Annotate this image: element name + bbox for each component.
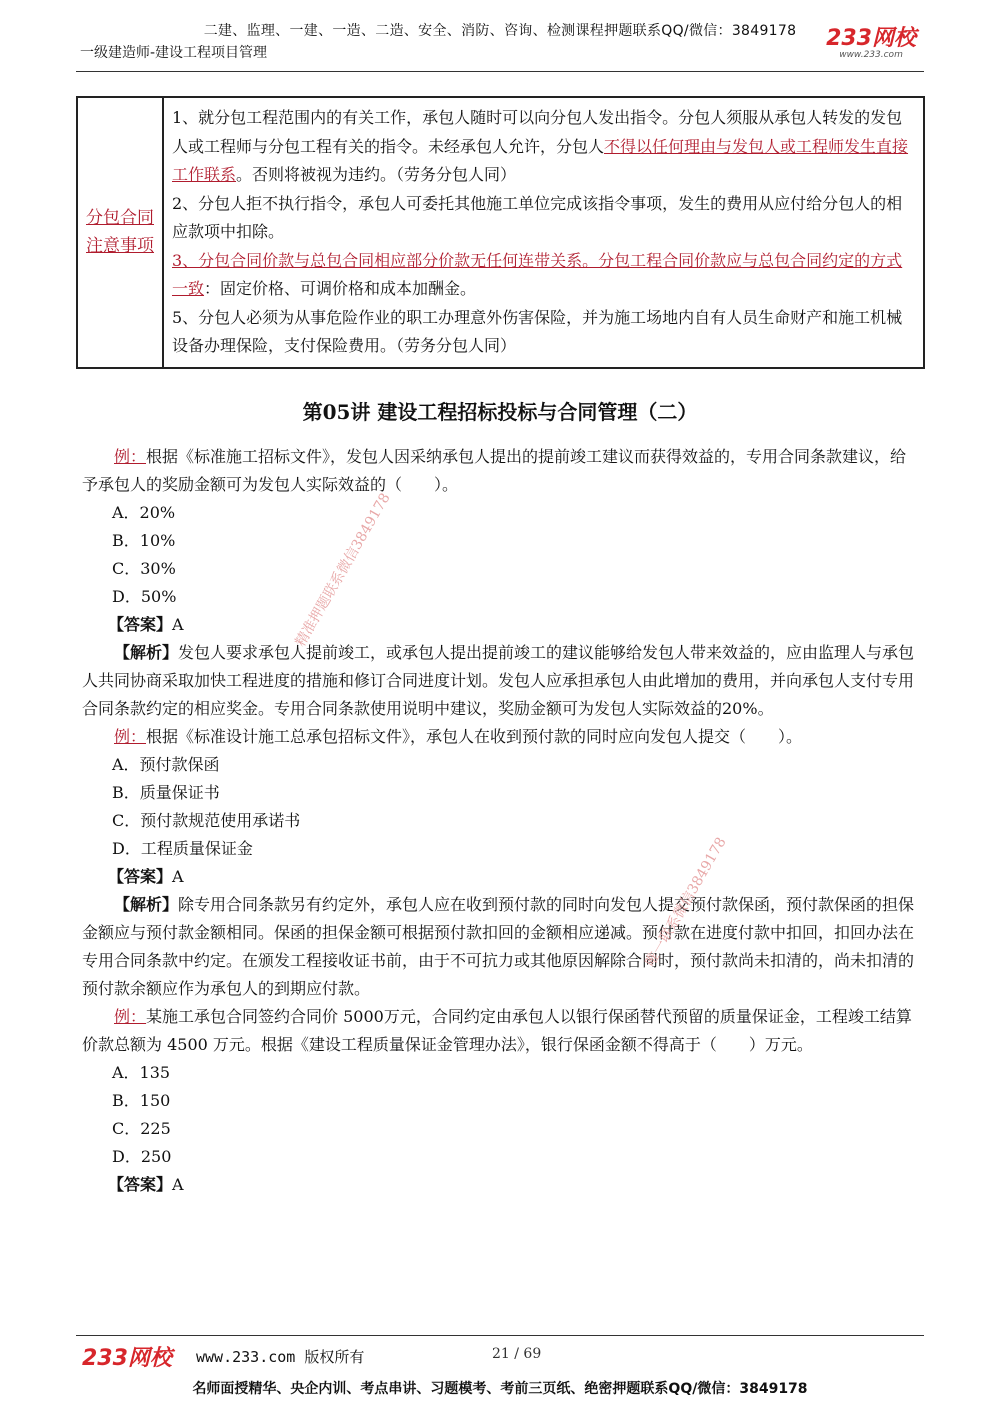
footer-copyright: www.233.com 版权所有: [196, 1348, 365, 1366]
question-2-stem: 例：根据《标准设计施工总承包招标文件》，承包人在收到预付款的同时应向发包人提交（ ）。: [114, 727, 803, 746]
footer-divider: [76, 1335, 924, 1336]
option: D．50%: [112, 587, 177, 606]
watermark: 精准押题联系微信3849178: [292, 490, 394, 650]
option: A．预付款保函: [112, 755, 220, 774]
note-item-2: 2、分包人拒不执行指令，承包人可委托其他施工单位完成该指令事项，发生的费用从应付给分包人的相应款项中扣除。: [172, 193, 903, 241]
option: A．135: [112, 1063, 171, 1082]
section-title: 第05讲 建设工程招标投标与合同管理（二）: [302, 400, 698, 424]
note-item-3: 3、分包合同价款与总包合同相应部分价款无任何连带关系。分包工程合同价款应与总包合同约定的方式一致：固定价格、可调价格和成本加酬金。: [172, 250, 903, 298]
option: D．250: [112, 1147, 172, 1166]
subcontract-notes-table: [76, 96, 925, 369]
question-3-stem: 例：某施工承包合同签约合同价 5000万元，合同约定由承包人以银行保函替代预留的质量保证金，工程竣工结算价款总额为 4500 万元。根据《建设工程质量保证金管理办法》，银行保函金额不得高于（ ）万元。: [82, 1007, 912, 1054]
highlight-text: 3、分包合同价款与总包合同相应部分价款无任何连带关系。分包工程合同价款应与总包合同约定的方式一致: [172, 250, 903, 298]
option: C．30%: [112, 559, 176, 578]
option: C．225: [112, 1119, 171, 1138]
answer-line: 【答案】A: [108, 1175, 184, 1194]
note-item-5: 5、分包人必须为从事危险作业的职工办理意外伤害保险，并为施工场地内自有人员生命财产和施工机械设备办理保险，支付保险费用。（劳务分包人同）: [172, 307, 903, 355]
footer-banner: 名师面授精华、央企内训、考点串讲、习题模考、考前三页纸、绝密押题联系QQ/微信：3849178: [192, 1381, 808, 1397]
page-number: 21 / 69: [492, 1346, 542, 1362]
table-label-cell: 分包合同注意事项: [77, 97, 163, 368]
watermark: 唯一联系微信3849178: [642, 834, 730, 970]
example-label: 例：: [114, 1007, 147, 1026]
questions-body: [82, 443, 918, 1199]
option: B．质量保证书: [112, 783, 220, 802]
footer-logo: 233网校: [82, 1346, 172, 1371]
example-label: 例：: [114, 727, 147, 746]
note-item-1: 1、就分包工程范围内的有关工作，承包人随时可以向分包人发出指令。分包人须服从承包人转发的发包人或工程师与分包工程有关的指令。未经承包人允许，分包人不得以任何理由与发包人或工程师发生直接工作联系。否则将被视为违约。（劳务分包人同）: [172, 108, 909, 184]
option: B．10%: [112, 531, 176, 550]
option: B．150: [112, 1091, 171, 1110]
analysis-paragraph: 【解析】除专用合同条款另有约定外，承包人应在收到预付款的同时向发包人提交预付款保函，预付款保函的担保金额应与预付款金额相同。保函的担保金额可根据预付款扣回的金额相应递减。预付款在进度付款中扣回，扣回办法在专用合同条款中约定。在颁发工程接收证书前，由于不可抗力或其他原因解除合同时，预付款尚未扣清的，尚未扣清的预付款余额应作为承包人的到期应付款。: [82, 895, 915, 998]
question-1-stem: 例：根据《标准施工招标文件》，发包人因采纳承包人提出的提前竣工建议而获得效益的，专用合同条款建议，给予承包人的奖励金额可为发包人实际效益的（ ）。: [82, 447, 907, 494]
document-subtitle: 一级建造师-建设工程项目管理: [80, 45, 268, 61]
table-content-cell: [163, 97, 924, 368]
option: A．20%: [112, 503, 176, 522]
header-divider: [76, 71, 924, 72]
answer-line: 【答案】A: [108, 867, 184, 886]
header-banner: 二建、监理、一建、一造、二造、安全、消防、咨询、检测课程押题联系QQ/微信：3849178: [203, 23, 797, 39]
highlight-text: 不得以任何理由与发包人或工程师发生直接工作联系: [172, 136, 909, 184]
analysis-paragraph: 【解析】发包人要求承包人提前竣工，或承包人提出提前竣工的建议能够给发包人带来效益的，应由监理人与承包人共同协商采取加快工程进度的措施和修订合同进度计划。发包人应承担承包人由此增加的费用，并向承包人支付专用合同条款约定的相应奖金。专用合同条款使用说明中建议，奖励金额可为发包人实际效益的20%。: [82, 643, 915, 718]
option: D．工程质量保证金: [112, 839, 253, 858]
logo-text: 233网校: [826, 26, 916, 51]
option: C．预付款规范使用承诺书: [112, 811, 301, 830]
brand-logo: [826, 28, 916, 60]
logo-url: www.233.com: [839, 50, 903, 60]
example-label: 例：: [114, 447, 147, 466]
answer-line: 【答案】A: [108, 615, 184, 634]
